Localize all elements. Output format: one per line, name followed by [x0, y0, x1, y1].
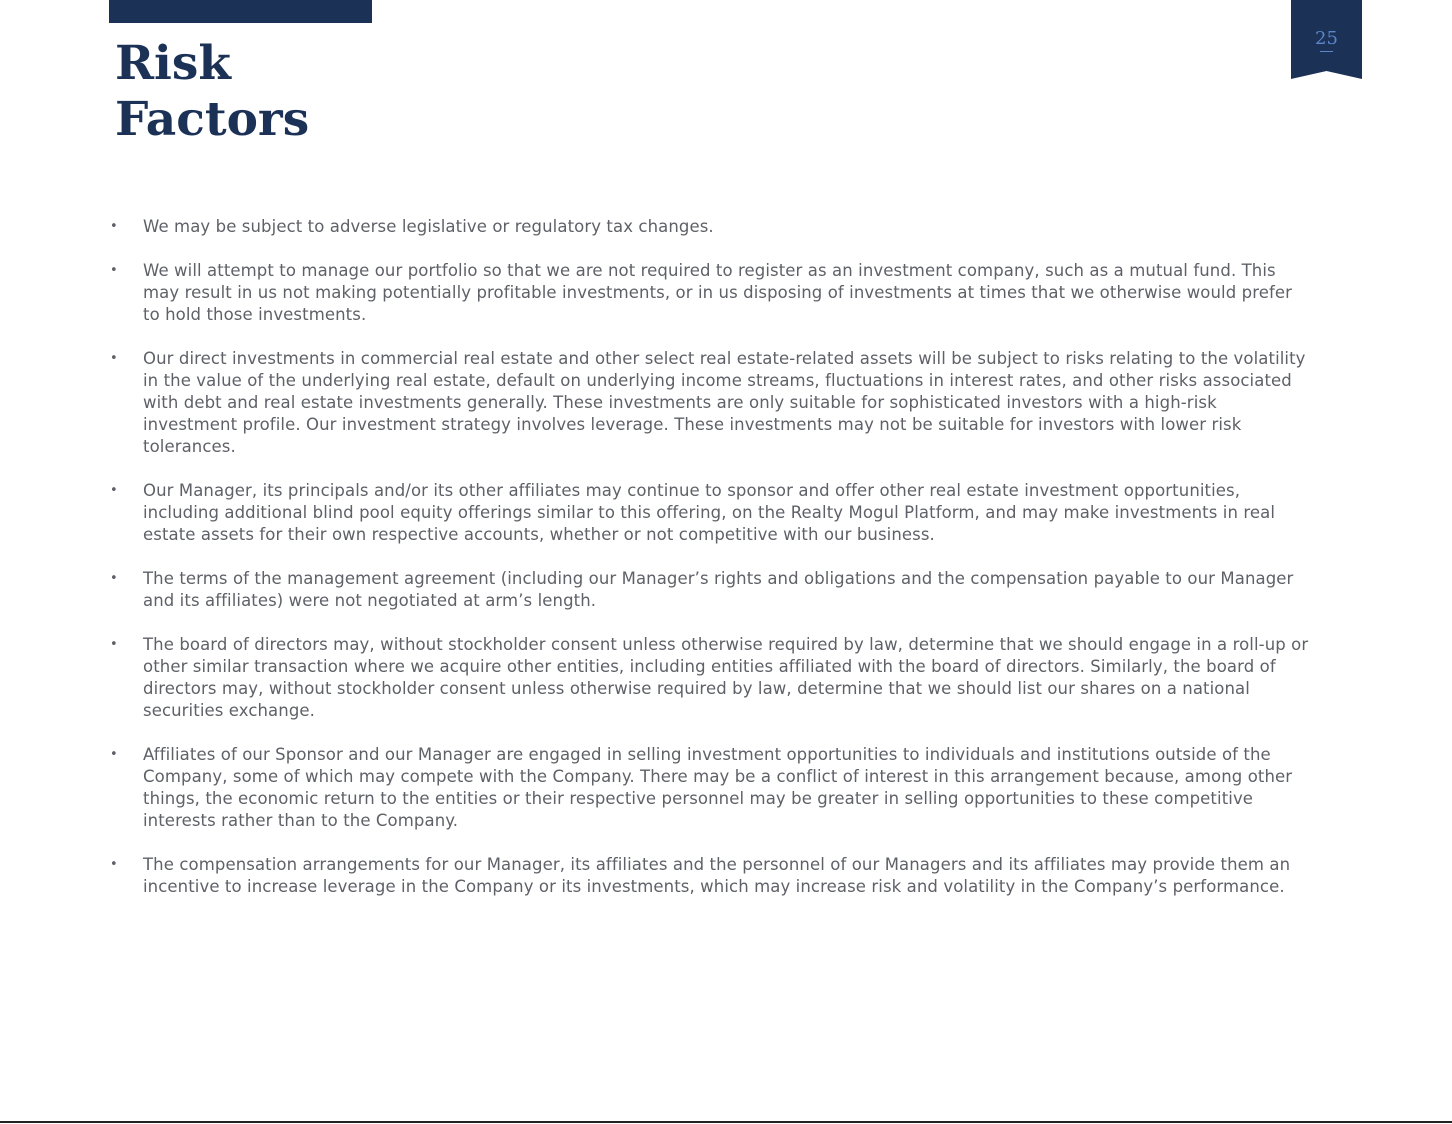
bullet-icon: • [110, 263, 118, 278]
risk-factors-list [109, 216, 1309, 920]
risk-factor-text: Our direct investments in commercial real estate and other select real estate-related assets will be subject to risks relating to the volatility in the value of the underlying real estate, default on underlying income streams, fluctuations in interest rates, and other risks associated with debt and real estate investments generally. These investments are only suitable for sophisticated investors with a high-risk investment profile. Our investment strategy involves leverage. These investments may not be suitable for investors with lower risk tolerances. [143, 349, 1306, 456]
risk-factor-text: The terms of the management agreement (including our Manager’s rights and obligations and the compensation payable to our Manager and its affiliates) were not negotiated at arm’s length. [143, 569, 1294, 610]
bullet-icon: • [110, 351, 118, 366]
header-accent-bar [109, 0, 372, 23]
page-title [115, 36, 309, 148]
risk-factor-item [109, 568, 1309, 612]
risk-factor-text: The board of directors may, without stockholder consent unless otherwise required by law, determine that we should engage in a roll-up or other similar transaction where we acquire other entities, including entities affiliated with the board of directors. Similarly, the board of directors may, without stockholder consent unless otherwise required by law, determine that we should list our shares on a national securities exchange. [143, 635, 1309, 720]
risk-factor-item [109, 260, 1309, 326]
page-title-line-2: Factors [115, 92, 310, 147]
risk-factor-text: Affiliates of our Sponsor and our Manager are engaged in selling investment opportunities to individuals and institutions outside of the Company, some of which may compete with the Company. There may be a conflict of interest in this arrangement because, among other things, the economic return to the entities or their respective personnel may be greater in selling opportunities to these competitive interests rather than to the Company. [143, 745, 1293, 830]
risk-factor-item [109, 854, 1309, 898]
page-number-underline [1320, 51, 1333, 52]
bullet-icon: • [110, 857, 118, 872]
bullet-icon: • [110, 637, 118, 652]
page-number-badge [1291, 0, 1362, 80]
bullet-icon: • [110, 571, 118, 586]
bottom-divider [0, 1121, 1452, 1123]
bullet-icon: • [110, 219, 118, 234]
risk-factor-item [109, 480, 1309, 546]
risk-factor-item [109, 634, 1309, 722]
risk-factor-text: Our Manager, its principals and/or its other affiliates may continue to sponsor and offer other real estate investment opportunities, including additional blind pool equity offerings similar to this offering, on the Realty Mogul Platform, and may make investments in real estate assets for their own respective accounts, whether or not competitive with our business. [143, 481, 1276, 544]
bullet-icon: • [110, 747, 118, 762]
bullet-icon: • [110, 483, 118, 498]
risk-factor-item [109, 348, 1309, 458]
page-number: 25 [1315, 28, 1338, 49]
risk-factor-item [109, 744, 1309, 832]
risk-factor-text: We may be subject to adverse legislative or regulatory tax changes. [143, 217, 714, 236]
risk-factor-item [109, 216, 1309, 238]
risk-factor-text: We will attempt to manage our portfolio so that we are not required to register as an investment company, such as a mutual fund. This may result in us not making potentially profitable investments, or in us disposing of investments at times that we otherwise would prefer to hold those investments. [143, 261, 1293, 324]
risk-factor-text: The compensation arrangements for our Manager, its affiliates and the personnel of our Managers and its affiliates may provide them an incentive to increase leverage in the Company or its investments, which may increase risk and volatility in the Company’s performance. [143, 855, 1291, 896]
page-title-line-1: Risk [115, 36, 231, 91]
